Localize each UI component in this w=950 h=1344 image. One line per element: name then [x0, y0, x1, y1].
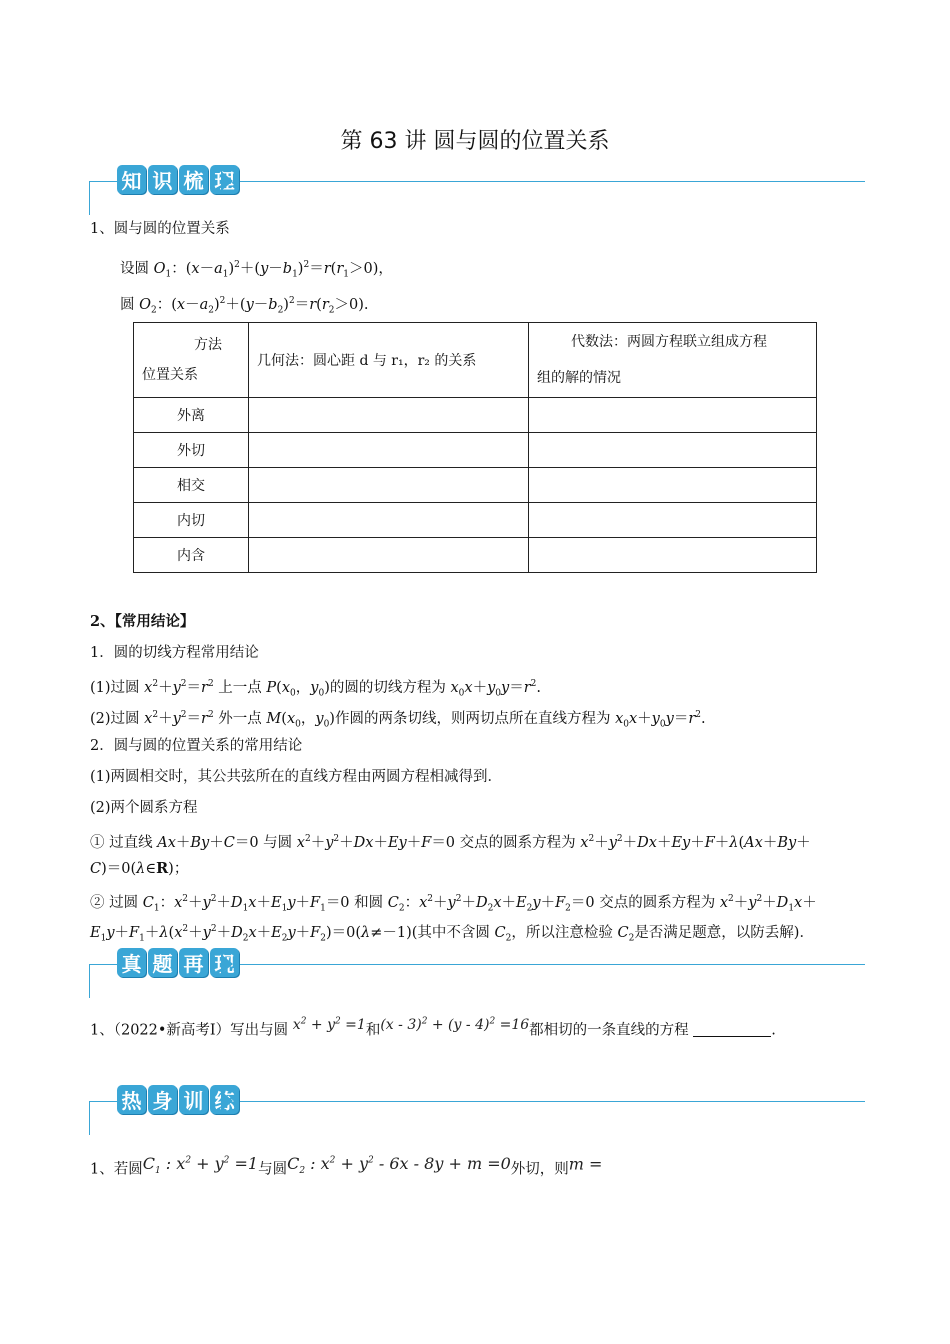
warmup-question-1: 1、若圆$C_1$ : $x^2 + y^2 =1$与圆$C_2$ : $x^2 + y^2 - 6x - 8y + m =0$外切，则m =	[90, 1154, 603, 1178]
conclusion-1-2: (2)过圆 $x^2+y^2=r^2$ 外一点 $M(x_0$，$y_0$)作圆的两条切线，则两切点所在直线方程为 $x_0x+y_0y=r^2$.	[90, 710, 706, 730]
conclusion-2-2-a-line2: C)＝0(λ∈R)；	[90, 860, 189, 877]
conclusion-2-2: (2)两个圆系方程	[90, 800, 198, 816]
conclusion-2-2-b-line2: $E_1y+F_1+\lambda(x^2+y^2+D_2x+E_2y+F_2)=0(\lambda\ne-1)$(其中不含圆 $C_2$，所以注意检验 $C_2$是否满足题意，以防丢解)．	[90, 924, 814, 944]
banner-char: 再	[179, 948, 208, 977]
sec2-heading: 2、【常用结论】	[90, 613, 195, 630]
banner-char: 现	[210, 948, 239, 977]
banner-char: 训	[179, 1085, 208, 1114]
conclusion-2-title: 2．圆与圆的位置关系的常用结论	[90, 738, 303, 754]
section-banner-warmup	[85, 1082, 865, 1122]
conclusion-2-2-a-line1: ① 过直线 Ax＋By＋C＝0 与圆 $x^2+y^2+Dx+Ey+F=0$ 交点的圆系方程为 $x^2+y^2+Dx+Ey+F+\lambda(Ax+By+$	[90, 834, 811, 851]
banner-char: 真	[117, 948, 146, 977]
banner-char: 梳	[179, 165, 208, 194]
section-banner-real-exam	[85, 945, 865, 985]
table-row-label: 外切	[134, 433, 249, 468]
table-cell	[249, 433, 529, 468]
table-cell	[529, 398, 817, 433]
banner-arrow-icon	[221, 171, 233, 191]
table-cell	[249, 398, 529, 433]
banner-char: 题	[148, 948, 177, 977]
conclusion-1-title: 1．圆的切线方程常用结论	[90, 645, 259, 661]
table-row-label: 外离	[134, 398, 249, 433]
table-cell	[529, 468, 817, 503]
banner-char: 热	[117, 1085, 146, 1114]
page-title: 第 63 讲 圆与圆的位置关系	[340, 129, 610, 154]
circle-o1-def: 设圆 $O_1$：$(x-a_1)^2+(y-b_1)^2=r(r_1>0)$，	[120, 260, 393, 280]
conclusion-2-2-b-line1: ② 过圆 $C_1$：$x^2+y^2+D_1x+E_1y+F_1=0$ 和圆 $C_2$：$x^2+y^2+D_2x+E_2y+F_2=0$ 交点的圆系方程为 $x^2+y^2+D_1x+$	[90, 894, 817, 914]
table-cell	[529, 538, 817, 573]
geo-header-cell: 几何法：圆心距 d 与 r₁，r₂ 的关系	[249, 323, 529, 398]
table-cell	[529, 433, 817, 468]
table-row-label: 内含	[134, 538, 249, 573]
table-cell	[249, 538, 529, 573]
banner-char: 知	[117, 165, 146, 194]
table-corner-cell: 方法 位置关系	[134, 323, 249, 398]
banner-char: 练	[210, 1085, 239, 1114]
table-cell	[249, 503, 529, 538]
table-row-label: 相交	[134, 468, 249, 503]
section-banner-knowledge	[85, 162, 865, 202]
conclusion-1-1: (1)过圆 $x^2+y^2=r^2$ 上一点 $P(x_0$，$y_0$)的圆的切线方程为 $x_0x+y_0y=r^2$.	[90, 679, 541, 699]
table-cell	[249, 468, 529, 503]
answer-blank[interactable]	[693, 1021, 771, 1037]
alg-header-cell: 代数法：两圆方程联立组成方程 组的解的情况	[529, 323, 817, 398]
sec1-heading: 1、圆与圆的位置关系	[90, 221, 230, 237]
conclusion-2-1: (1)两圆相交时，其公共弦所在的直线方程由两圆方程相减得到．	[90, 769, 503, 785]
banner-char: 理	[210, 165, 239, 194]
banner-arrow-icon	[221, 954, 233, 974]
circle-o2-def: 圆 $O_2$：$(x-a_2)^2+(y-b_2)^2=r(r_2>0)$.	[120, 296, 369, 316]
table-row-label: 内切	[134, 503, 249, 538]
table-cell	[529, 503, 817, 538]
exam-question-1: 1、（2022•新高考Ⅰ）写出与圆 $x^2 + y^2 =1$和(x - 3)$^2$ + (y - 4)$^2$ =16都相切的一条直线的方程 .	[90, 1016, 776, 1039]
banner-char: 识	[148, 165, 177, 194]
banner-arrow-icon	[221, 1091, 233, 1111]
relation-table	[133, 322, 817, 573]
banner-char: 身	[148, 1085, 177, 1114]
